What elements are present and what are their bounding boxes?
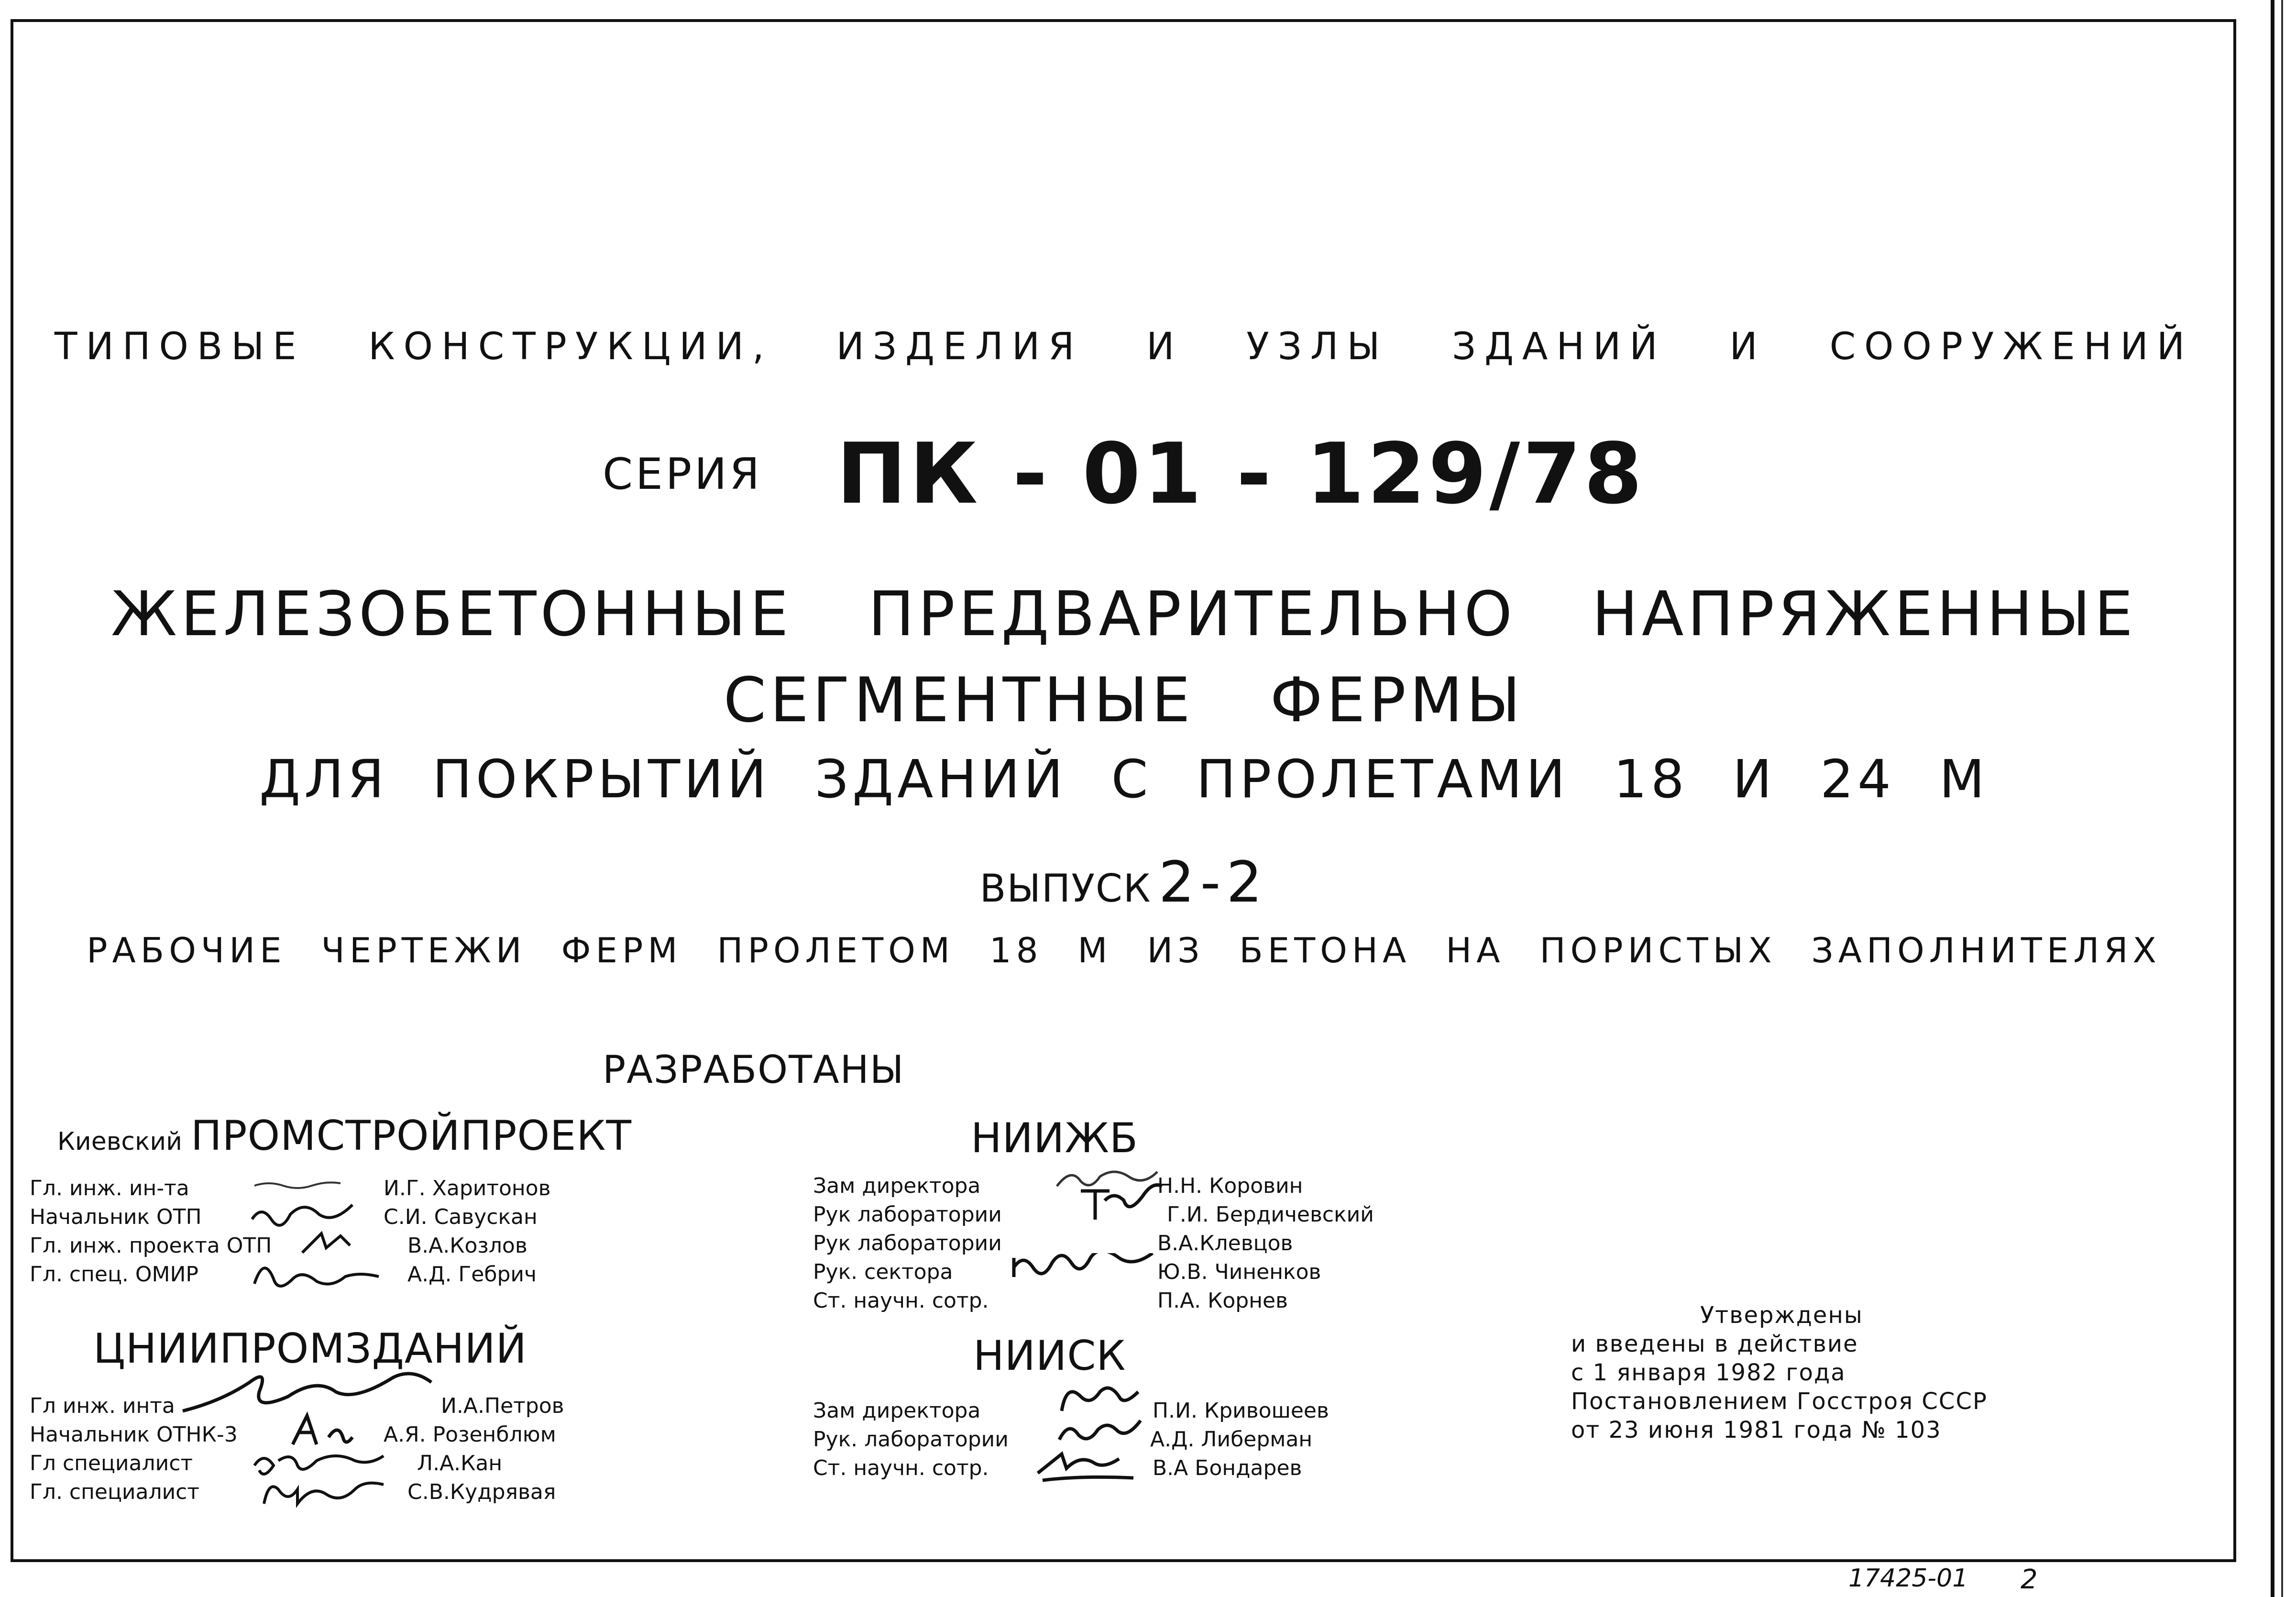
signature-image [250,1257,407,1291]
title-line-1: ЖЕЛЕЗОБЕТОННЫЕ ПРЕДВАРИТЕЛЬНО НАПРЯЖЕННЫЕ [111,579,2137,650]
staff-name: Л.А.Кан [417,1451,503,1476]
approval-line: Утверждены [1700,1302,1863,1329]
approval-line: от 23 июня 1981 года № 103 [1571,1417,1942,1443]
staff-name: С.И. Савускан [384,1205,538,1229]
staff-row [30,1478,604,1507]
staff-row [30,1174,580,1203]
subtitle: РАБОЧИЕ ЧЕРТЕЖИ ФЕРМ ПРОЛЕТОМ 18 М ИЗ БЕТОНА НА ПОРИСТЫХ ЗАПОЛНИТЕЛЯХ [87,930,2161,970]
staff-name: П.И. Кривошеев [1153,1399,1329,1423]
staff-row [813,1454,1435,1483]
title-line-3: ДЛЯ ПОКРЫТИЙ ЗДАНИЙ С ПРОЛЕТАМИ 18 И 24 М [259,749,1988,810]
staff-position: Гл специалист [30,1451,193,1476]
org-niizhb-name: НИИЖБ [971,1114,1138,1162]
staff-name: А.Я. Розенблюм [384,1422,556,1447]
approval-line: с 1 января 1982 года [1571,1359,1846,1386]
staff-name: С.В.Кудрявая [407,1480,556,1504]
staff-position: Ст. научн. сотр. [813,1456,989,1480]
staff-name: И.А.Петров [441,1394,564,1418]
signature-image [297,1229,393,1257]
developed-label: РАЗРАБОТАНЫ [603,1047,905,1092]
approval-line: Постановлением Госстроя СССР [1571,1388,1988,1415]
staff-name: Г.И. Бердичевский [1167,1202,1374,1227]
signature-image [1009,1253,1162,1287]
org-niisk-heading [973,1332,1126,1380]
staff-position: Начальник ОТНК-3 [30,1422,238,1447]
title-line-2: СЕГМЕНТНЫЕ ФЕРМЫ [723,665,1525,736]
staff-row [30,1232,580,1260]
approval-line: и введены в действие [1571,1331,1858,1357]
org-tsnii-staff [30,1392,604,1507]
org-promstroy-heading [57,1112,632,1160]
series-number: ПК - 01 - 129/78 [836,426,1645,523]
staff-row [813,1287,1435,1315]
org-niizhb-heading [971,1114,1138,1162]
staff-position: Рук. лаборатории [813,1427,1009,1452]
staff-name: А.Д. Либерман [1150,1427,1313,1452]
staff-row [813,1258,1435,1287]
org-niisk-name: НИИСК [973,1332,1126,1380]
staff-name: А.Д. Гебрич [407,1262,537,1287]
staff-position: Гл. специалист [30,1480,200,1504]
staff-position: Рук. сектора [813,1260,953,1284]
staff-row [813,1201,1435,1229]
staff-position: Зам директора [813,1174,981,1198]
org-promstroy-prefix: Киевский [57,1127,182,1156]
approval-block [1571,1301,1988,1444]
org-tsnii-name: ЦНИИПРОМЗДАНИЙ [93,1325,527,1373]
signature-image [1052,1382,1148,1421]
staff-name: В.А Бондарев [1153,1456,1302,1480]
staff-name: В.А.Клевцов [1157,1231,1293,1256]
staff-position: Начальник ОТП [30,1205,202,1229]
staff-position: Гл инж. инта [30,1394,175,1418]
series-title [0,426,2248,523]
org-niizhb-staff [813,1172,1435,1315]
sheet-edge-2 [2281,0,2283,1597]
org-niisk-staff [813,1397,1435,1483]
staff-position: Гл. инж. ин-та [30,1176,189,1201]
staff-name: Ю.В. Чиненков [1157,1260,1321,1284]
issue-title [0,849,2248,915]
page-number: 2 [2021,1564,2038,1595]
staff-position: Гл. спец. ОМИР [30,1262,198,1287]
staff-position: Ст. научн. сотр. [813,1289,989,1313]
org-promstroy-name: ПРОМСТРОЙПРОЕКТ [190,1112,632,1160]
sheet-edge [2271,0,2274,1597]
staff-name: И.Г. Харитонов [384,1176,551,1201]
signature-image [250,1171,403,1200]
issue-number: 2-2 [1158,849,1268,915]
staff-position: Рук лаборатории [813,1231,1002,1256]
staff-row [30,1260,580,1289]
staff-row [30,1421,604,1449]
org-promstroy-staff [30,1174,580,1289]
staff-row [30,1203,580,1232]
signature-image [288,1411,379,1449]
staff-row [30,1449,604,1478]
document-code: 17425-01 [1848,1564,1968,1593]
series-label: СЕРИЯ [603,449,762,499]
issue-label: ВЫПУСК [979,866,1152,911]
staff-position: Рук лаборатории [813,1202,1002,1227]
staff-position: Зам директора [813,1399,981,1423]
signature-image [1033,1444,1157,1483]
staff-name: Н.Н. Коровин [1157,1174,1303,1198]
header-line: ТИПОВЫЕ КОНСТРУКЦИИ, ИЗДЕЛИЯ И УЗЛЫ ЗДАНИЙ И СООРУЖЕНИЙ [54,325,2194,368]
signature-image [1071,1181,1167,1229]
signature-image [254,1475,398,1513]
staff-name: В.А.Козлов [407,1234,527,1258]
signature-image [247,1200,400,1229]
staff-position: Гл. инж. проекта ОТП [30,1234,272,1258]
staff-name: П.А. Корнев [1157,1289,1288,1313]
